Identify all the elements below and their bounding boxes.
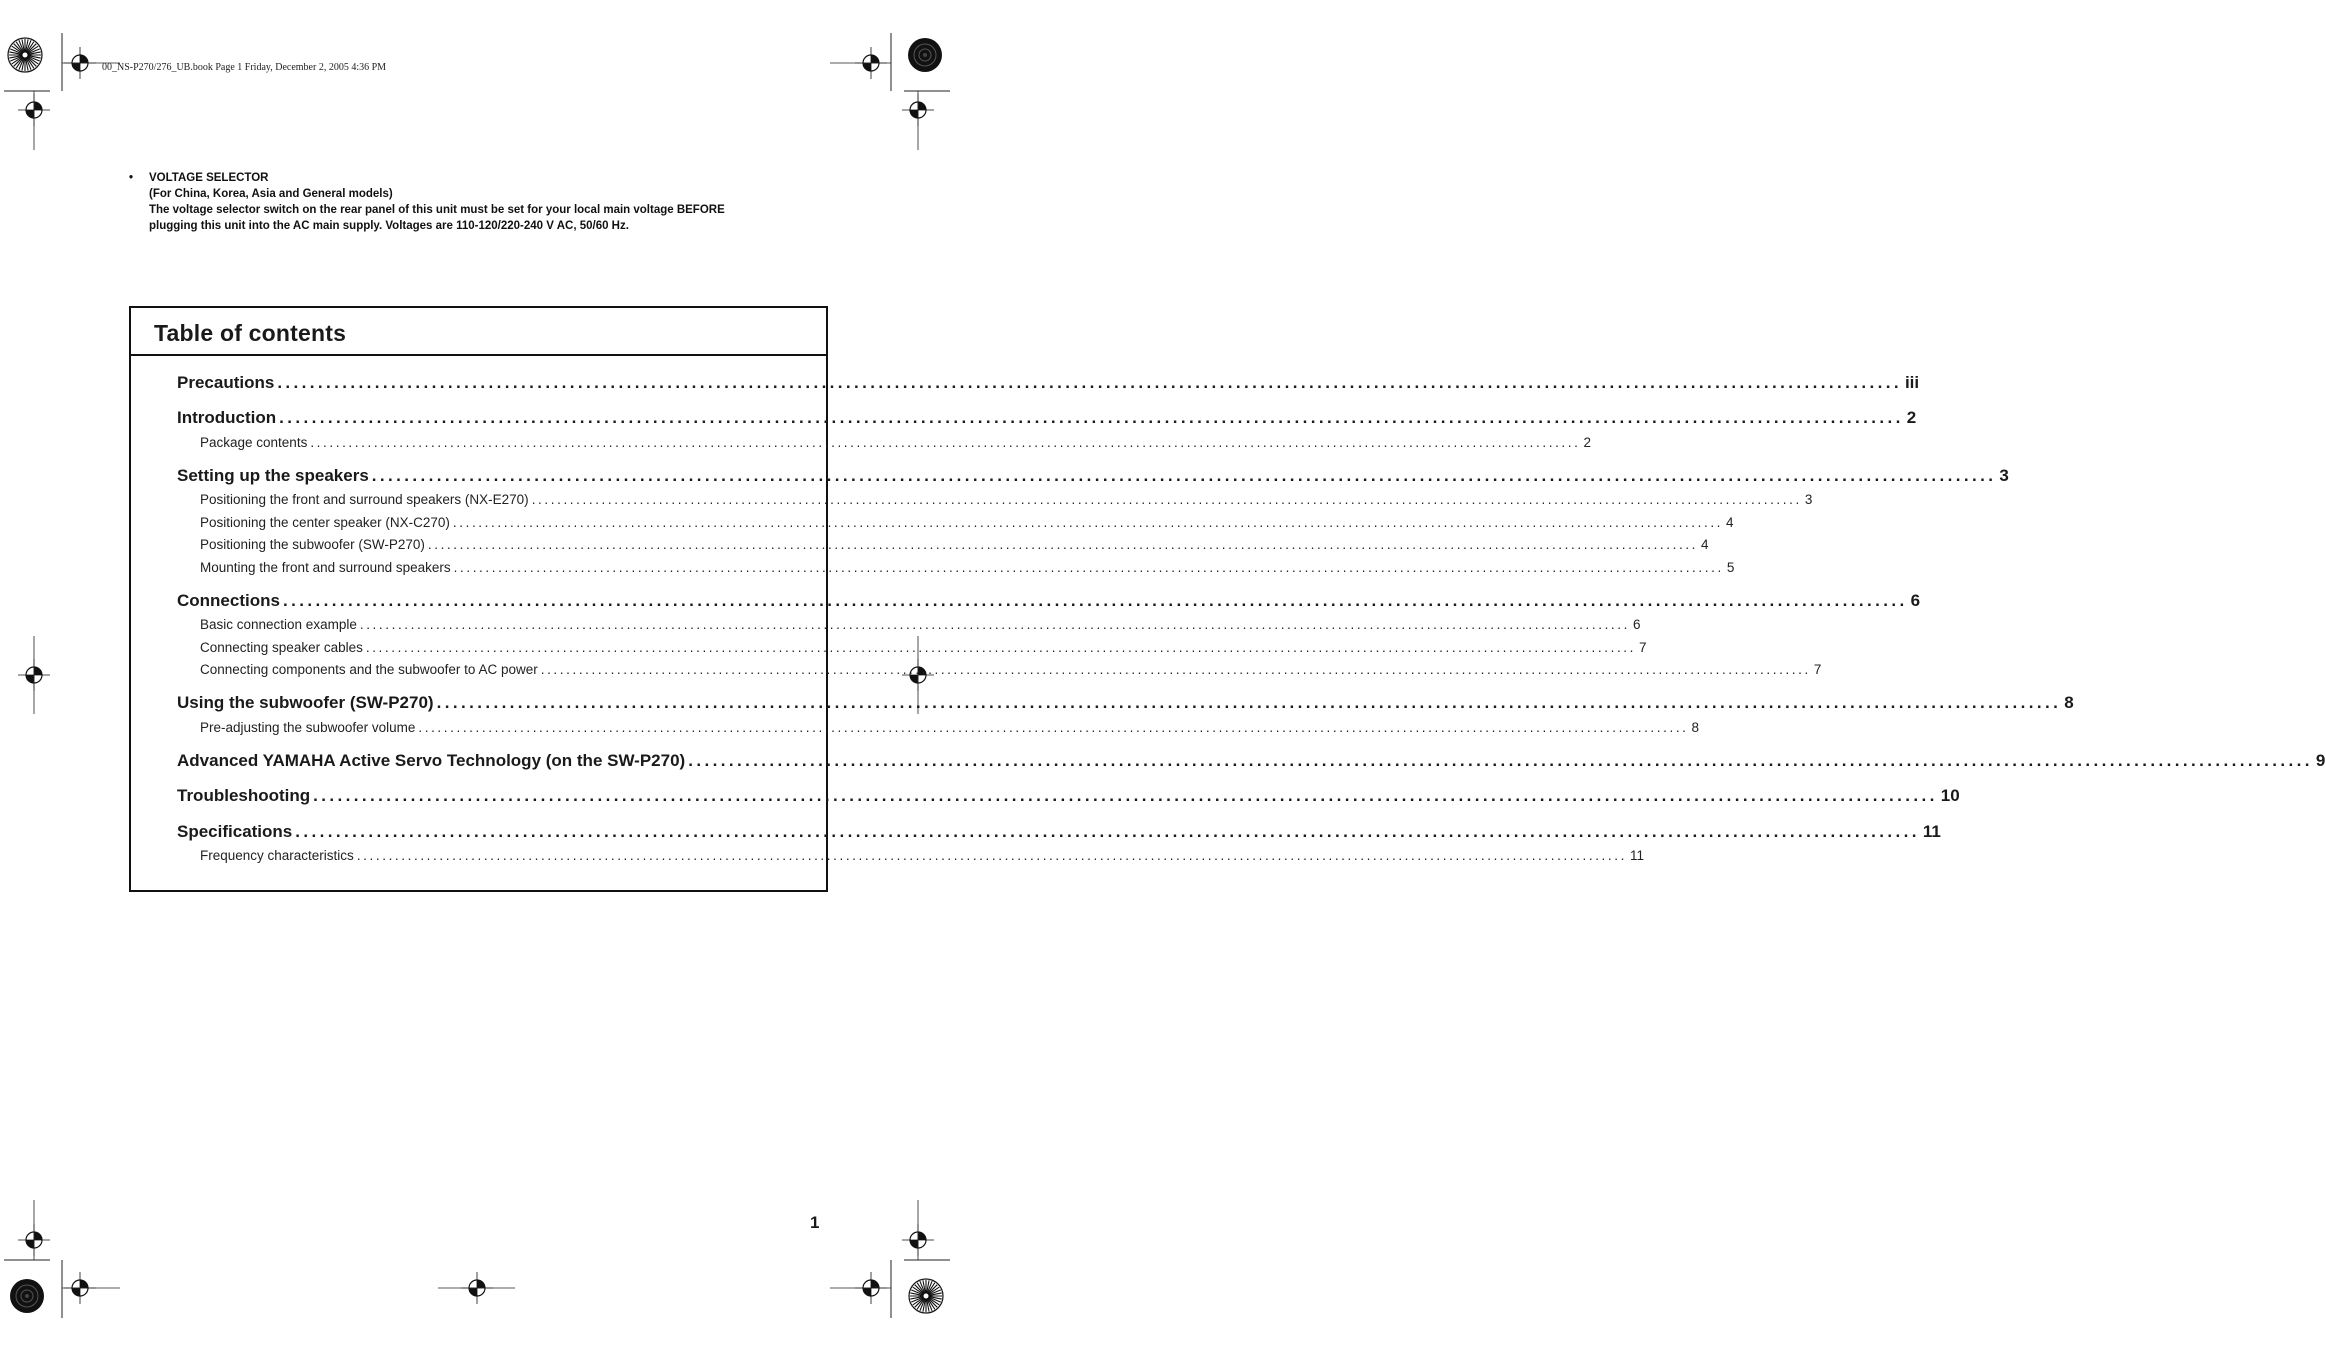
toc-entry-label: Mounting the front and surround speakers [200,560,451,575]
dot-leader: ........................................................................................................................................................................................................ [310,435,1581,450]
dot-leader: ........................................................................................................................................................................................................ [436,693,2062,712]
toc-entry-page: 2 [1583,435,1591,450]
dot-leader: ........................................................................................................................................................................................................ [365,640,1637,655]
dot-leader: ........................................................................................................................................................................................................ [356,848,1627,863]
toc-entry-page: 8 [2064,693,2074,712]
dot-leader: ........................................................................................................................................................................................................ [453,560,1724,575]
toc-subentry [200,848,1644,863]
voltage-notice-text: The voltage selector switch on the rear panel of this unit must be set for your local main voltage BEFORE [149,204,725,216]
toc-entry-page: 2 [1906,408,1917,427]
dot-leader: ........................................................................................................................................................................................................ [282,591,1908,610]
toc-entry-page: 5 [1726,560,1735,575]
toc-entry-label: Basic connection example [200,617,357,632]
toc-entry-label: Setting up the speakers [177,466,369,485]
toc-entry-label: Connecting speaker cables [200,640,363,655]
toc-entry-page: 11 [1922,822,1941,841]
toc-entry-label: Pre-adjusting the subwoofer volume [200,720,416,735]
dot-leader: ........................................................................................................................................................................................................ [531,492,1802,507]
dot-leader: ........................................................................................................................................................................................................ [359,617,1630,632]
toc-entry-page: iii [1904,373,1920,392]
dot-leader: ........................................................................................................................................................................................................ [427,537,1699,552]
page-number: 1 [810,1213,820,1232]
dot-leader: ........................................................................................................................................................................................................ [418,720,1689,735]
toc-entry-label: Precautions [177,373,275,392]
toc-entry [177,408,1917,428]
toc-entry-label: Frequency characteristics [200,848,354,863]
toc-entry [177,466,2009,486]
toc-entry [177,751,2325,771]
dot-leader: ........................................................................................................................................................................................................ [313,786,1938,805]
voltage-notice-heading: VOLTAGE SELECTOR [149,172,269,184]
toc-subentry [200,662,1822,677]
toc-entry-label: Using the subwoofer (SW-P270) [177,693,434,712]
toc-entry [177,591,1921,611]
voltage-notice-models: (For China, Korea, Asia and General models) [149,188,393,200]
dot-leader: ........................................................................................................................................................................................................ [452,515,1724,530]
toc-subentry [200,537,1709,552]
toc-subentry [200,720,1700,735]
table-of-contents [129,306,2325,892]
toc-entry-page: 9 [2315,751,2325,770]
toc-entry [177,693,2074,713]
toc-title: Table of contents [154,320,347,346]
toc-subentry [200,560,1735,575]
toc-entry-label: Positioning the subwoofer (SW-P270) [200,537,425,552]
toc-entry-label: Specifications [177,822,293,841]
toc-entry-page: 4 [1726,515,1734,530]
dot-leader: ........................................................................................................................................................................................................ [688,751,2313,770]
toc-entry-page: 3 [1804,492,1813,507]
toc-subentry [200,640,1647,655]
toc-entry-label: Introduction [177,408,277,427]
toc-subentry [200,492,1813,507]
file-info-header: 00_NS-P270/276_UB.book Page 1 Friday, December 2, 2005 4:36 PM [102,62,387,73]
toc-entry-label: Positioning the center speaker (NX-C270) [200,515,450,530]
dot-leader: ........................................................................................................................................................................................................ [295,822,1920,841]
toc-title-bar [131,308,826,356]
toc-entry-page: 7 [1639,640,1647,655]
toc-entry-page: 7 [1813,662,1822,677]
toc-entry [177,373,1920,393]
toc-subentry [200,435,1591,450]
toc-entry-label: Advanced YAMAHA Active Servo Technology (on the SW-P270) [177,751,686,770]
toc-entry-label: Package contents [200,435,308,450]
dot-leader: ........................................................................................................................................................................................................ [277,373,1902,392]
toc-entry-page: 8 [1691,720,1700,735]
toc-entry-page: 3 [1999,466,2009,485]
toc-entry-label: Connections [177,591,280,610]
toc-entry-page: 11 [1629,848,1644,863]
bullet-point: • [129,172,134,184]
dot-leader: ........................................................................................................................................................................................................ [279,408,1904,427]
toc-entry [177,822,1941,842]
toc-entry-label: Troubleshooting [177,786,311,805]
toc-entry-page: 6 [1633,617,1641,632]
toc-subentry [200,515,1734,530]
dot-leader: ........................................................................................................................................................................................................ [371,466,1997,485]
dot-leader: ........................................................................................................................................................................................................ [540,662,1811,677]
toc-entry [177,786,1960,806]
toc-entry-page: 10 [1940,786,1960,805]
toc-subentry [200,617,1641,632]
toc-entry-page: 6 [1910,591,1921,610]
toc-entry-page: 4 [1701,537,1709,552]
toc-entry-label: Connecting components and the subwoofer to AC power [200,662,538,677]
toc-entry-label: Positioning the front and surround speakers (NX-E270) [200,492,529,507]
voltage-notice-text: plugging this unit into the AC main supply. Voltages are 110-120/220-240 V AC, 50/60 Hz. [149,220,629,232]
